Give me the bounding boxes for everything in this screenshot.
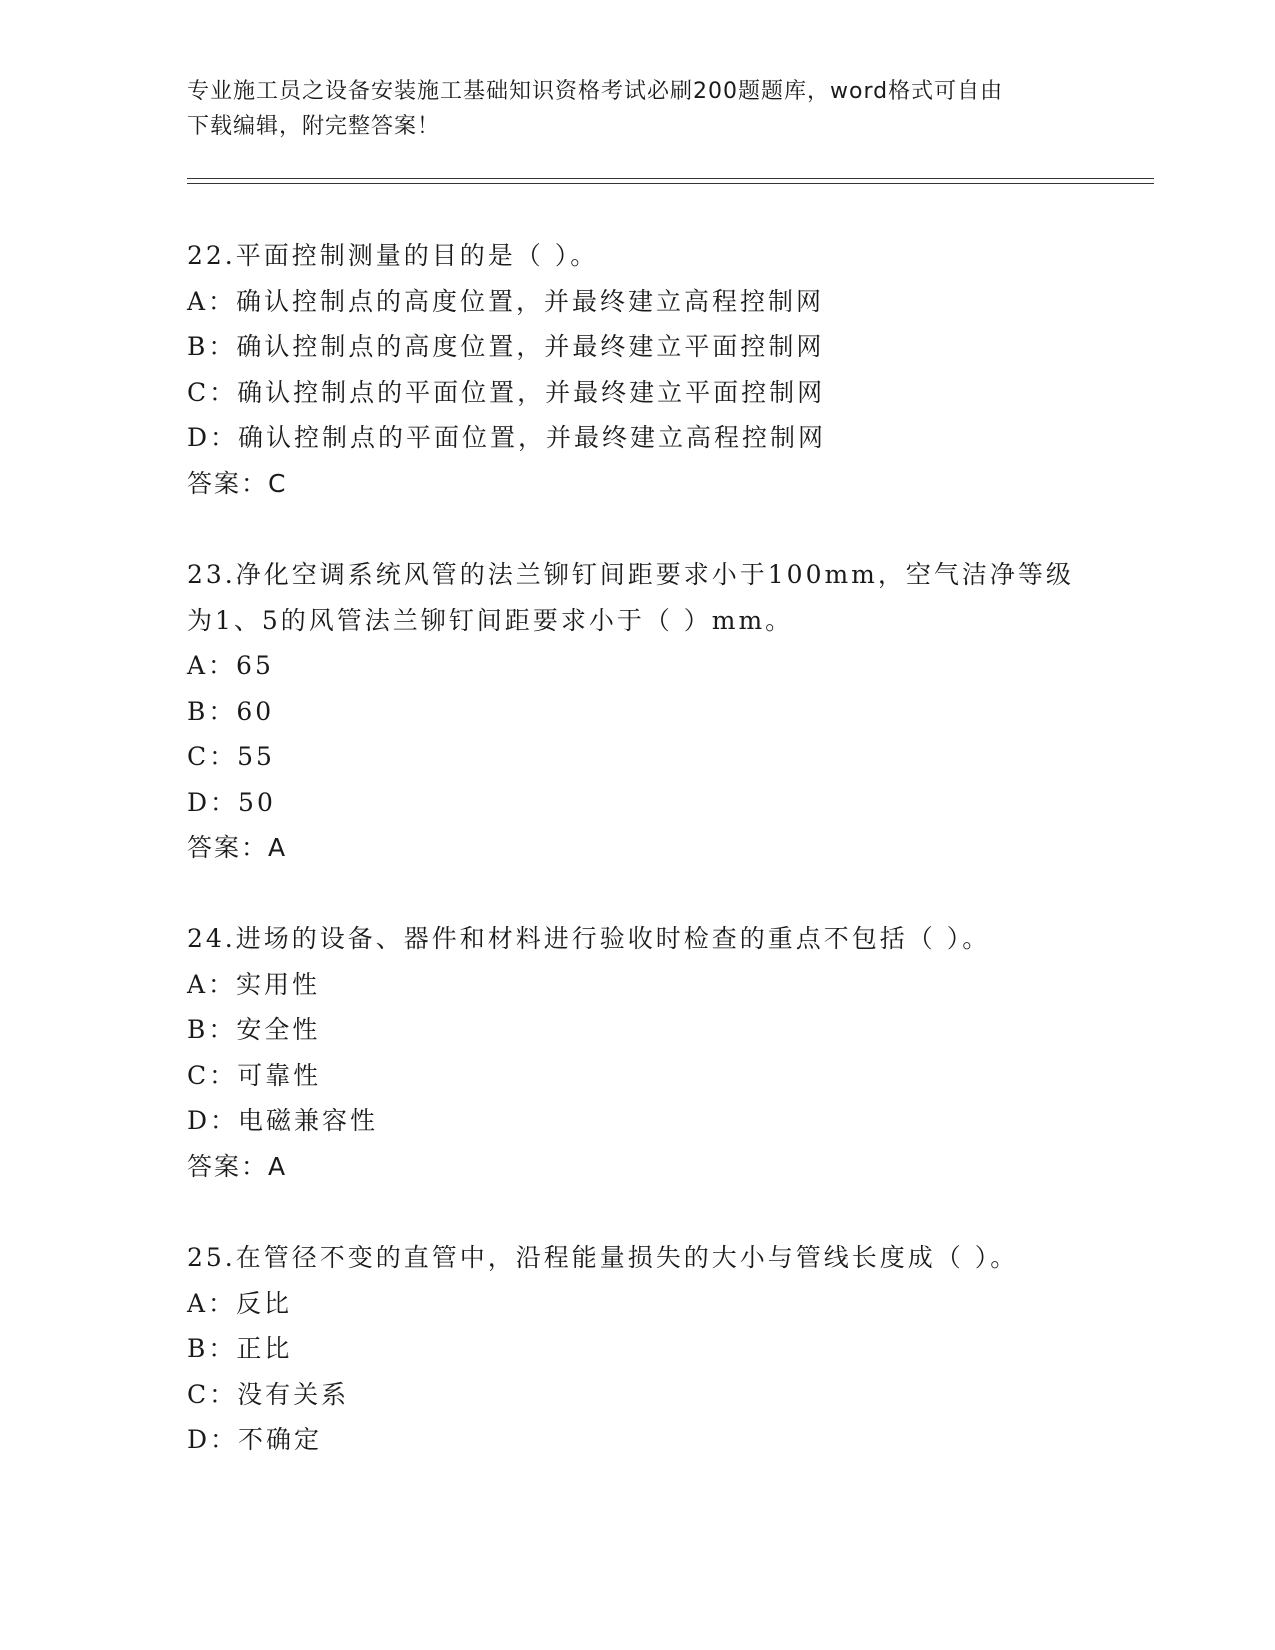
- question-24: [187, 916, 1087, 1189]
- option-c: C：没有关系: [187, 1379, 350, 1409]
- option-c: C：确认控制点的平面位置，并最终建立平面控制网: [187, 377, 826, 407]
- header-divider-bottom: [187, 183, 1154, 184]
- answer: 答案：A: [187, 1151, 288, 1181]
- question-23: [187, 552, 1087, 871]
- header-line-2: 下载编辑，附完整答案！: [187, 114, 441, 139]
- option-b: B：正比: [187, 1334, 293, 1363]
- question-stem-continued: 为1、5的风管法兰铆钉间距要求小于（ ）mm。: [187, 605, 794, 635]
- question-stem: 25.在管径不变的直管中，沿程能量损失的大小与管线长度成（ ）。: [187, 1243, 1019, 1272]
- answer: 答案：C: [187, 468, 288, 498]
- option-c: C：55: [187, 742, 275, 771]
- header-divider-top: [187, 178, 1154, 179]
- option-c: C：可靠性: [187, 1060, 322, 1090]
- document-header: [187, 74, 1067, 144]
- question-stem: 24.进场的设备、器件和材料进行验收时检查的重点不包括（ ）。: [187, 924, 991, 953]
- option-d: D：不确定: [187, 1425, 323, 1454]
- answer: 答案：A: [187, 833, 288, 862]
- option-d: D：50: [187, 787, 276, 817]
- question-25: [187, 1235, 1087, 1463]
- option-a: A：反比: [187, 1288, 293, 1318]
- option-d: D：电磁兼容性: [187, 1106, 379, 1135]
- header-line-1: 专业施工员之设备安装施工基础知识资格考试必刷200题题库，word格式可自由: [187, 79, 1004, 104]
- option-a: A：实用性: [187, 969, 321, 999]
- option-b: B：确认控制点的高度位置，并最终建立平面控制网: [187, 332, 825, 361]
- option-d: D：确认控制点的平面位置，并最终建立高程控制网: [187, 423, 827, 452]
- question-stem: 23.净化空调系统风管的法兰铆钉间距要求小于100mm，空气洁净等级: [187, 560, 1074, 589]
- option-a: A：确认控制点的高度位置，并最终建立高程控制网: [187, 286, 825, 316]
- question-22: [187, 233, 1087, 506]
- option-b: B：安全性: [187, 1015, 321, 1044]
- option-b: B：60: [187, 696, 275, 726]
- option-a: A：65: [187, 651, 274, 680]
- question-stem: 22.平面控制测量的目的是（ ）。: [187, 241, 599, 270]
